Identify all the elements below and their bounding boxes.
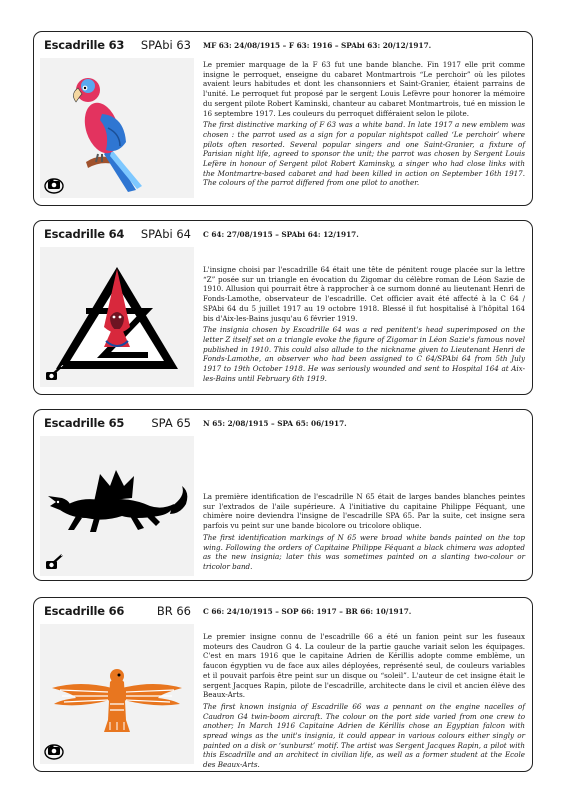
card-header: [44, 227, 191, 245]
english-text: The insignia chosen by Escadrille 64 was a red penitent's head superimposed on the letter Z itself set on a triangle evoke the figure of Zigomar in Léon Sazie's famous novel published in 1910. This could also allude to the nickname given to Lieutenant Henri de Fonds-Lamothe, an observer who had been assigned to C 64/SPAbi 64 from 5th July 1917 to 19th October 1918. He was seriously wounded and sent to Hospital 164 at Aix-les-Bains until February 6th 1919.: [203, 325, 525, 383]
camera-icon: [44, 742, 64, 760]
insignia-panel: [40, 624, 194, 764]
card-header: [44, 416, 191, 434]
history-text: [203, 632, 525, 772]
unit-dates: MF 63: 24/08/1915 – F 63: 1916 – SPAbi 63: 20/12/1917.: [203, 41, 432, 50]
history-text: [203, 60, 525, 190]
escadrille-65-card: [33, 409, 533, 581]
escadrille-name: Escadrille 63: [44, 38, 125, 52]
escadrille-code: SPAbi 64: [140, 227, 191, 241]
english-text: The first distinctive marking of F 63 was a white band. In late 1917 a new emblem was chosen : the parrot used as a sign for a popular nightspot called ‘Le perchoir’ where pilots often resorted. Several popular singers and one Saint-Granier, a fixture of Parisian night life, agreed to sponsor the unit; the parrot was chosen by Sergent Louis Lefère in honour of Sergent pilot Robert Kaminsky, a singer who had close links with the Montmartre-based cabaret and had been killed in action on September 16th 1917. The colours of the parrot differed from one pilot to another.: [203, 120, 525, 188]
escadrille-name: Escadrille 65: [44, 416, 125, 430]
card-header: [44, 38, 191, 56]
escadrille-66-card: [33, 597, 533, 772]
escadrille-code: SPA 65: [151, 416, 191, 430]
french-text: Le premier marquage de la F 63 fut une bande blanche. Fin 1917 elle prit comme insigne le perroquet, enseigne du cabaret Montmartrois “Le perchoir” où les pilotes avaient leurs habitudes et dont les chansonniers et Saint-Granier, étaient parrains de l'unité. Le perroquet fut proposé par le sergent Louis Lefèvre pour honorer la mémoire du sergent pilote Robert Kaminski, chanteur au cabaret Montmartrois, tué en mission le 16 septembre 1917. Les couleurs du perroquet différaient selon le pilote.: [203, 60, 525, 118]
camera-pencil-icon: [44, 365, 64, 383]
french-text: Le premier insigne connu de l'escadrille 66 a été un fanion peint sur les fuseaux moteurs des Caudron G 4. La couleur de la partie gauche variait selon les équipages. C'est en mars 1916 que le capitaine Adrien de Kérillis adopte comme emblème, un faucon égyptien vu de face aux ailes déployées, représenté seul, de couleurs variables et il pouvait parfois être peint sur un disque ou “soleil”. L'auteur de cet insigne était le sergent Jacques Rapin, pilote de l'escadrille, architecte dans le civil et ancien élève des Beaux-Arts.: [203, 632, 525, 700]
card-header: [44, 604, 191, 622]
escadrille-name: Escadrille 64: [44, 227, 125, 241]
english-text: The first known insignia of Escadrille 66 was a pennant on the engine nacelles of Caudron G4 twin-boom aircraft. The colour on the port side varied from one crew to another; In March 1916 Capitaine Adrien de Kérillis chose an Egyptian falcon with spread wings as the unit's insignia, it could appear in various colours either singly or painted on a disk or ‘sunburst’ motif. The artist was Sergent Jacques Rapin, a pilot with this Escadrille and an architect in civilian life, as well as a former student at the Ecole des Beaux-Arts.: [203, 701, 525, 770]
camera-icon: [44, 176, 64, 194]
unit-dates: C 64: 27/08/1915 – SPAbi 64: 12/1917.: [203, 230, 359, 239]
history-text: [203, 265, 525, 385]
insignia-panel: [40, 247, 194, 387]
french-text: L'insigne choisi par l'escadrille 64 était une tête de pénitent rouge placée sur la lettre “Z” posée sur un triangle en évocation du Zigomar du célèbre roman de Léon Sazie de 1910. Allusion qui pourrait être à rapprocher à ce surnom donné au lieutenant Henri de Fonds-Lamothe, observateur de l'escadrille. Cet officier avait été affecté à la C 64 / SPAbi 64 du 5 juillet 1917 au 19 octobre 1918. Blessé il fut hospitalisé à l'hôpital 164 bis d'Aix-les-Bains jusqu'au 6 février 1919.: [203, 265, 525, 323]
english-text: The first identification markings of N 65 were broad white bands painted on the top wing. Following the orders of Capitaine Philippe Féquant a black chimera was adopted as the new insignia; later this was sometimes painted on a slanting two-colour or tricolor band.: [203, 532, 525, 571]
history-text: [203, 492, 525, 574]
insignia-panel: [40, 436, 194, 576]
escadrille-63-card: [33, 31, 533, 206]
insignia-panel: [40, 58, 194, 198]
escadrille-code: BR 66: [156, 604, 191, 618]
camera-pencil-icon: [44, 554, 64, 572]
escadrille-name: Escadrille 66: [44, 604, 125, 618]
escadrille-64-card: [33, 220, 533, 395]
escadrille-code: SPAbi 63: [140, 38, 191, 52]
unit-dates: N 65: 2/08/1915 – SPA 65: 06/1917.: [203, 419, 347, 428]
unit-dates: C 66: 24/10/1915 – SOP 66: 1917 – BR 66: 10/1917.: [203, 607, 412, 616]
french-text: La première identification de l'escadrille N 65 était de larges bandes blanches peintes sur l'extrados de l'aile supérieure. A l'initiative du capitaine Philippe Féquant, une chimère noire deviendra l'insigne de l'escadrille SPA 65. Par la suite, cet insigne sera parfois vu peint sur une bande bicolore ou tricolore oblique.: [203, 492, 525, 531]
